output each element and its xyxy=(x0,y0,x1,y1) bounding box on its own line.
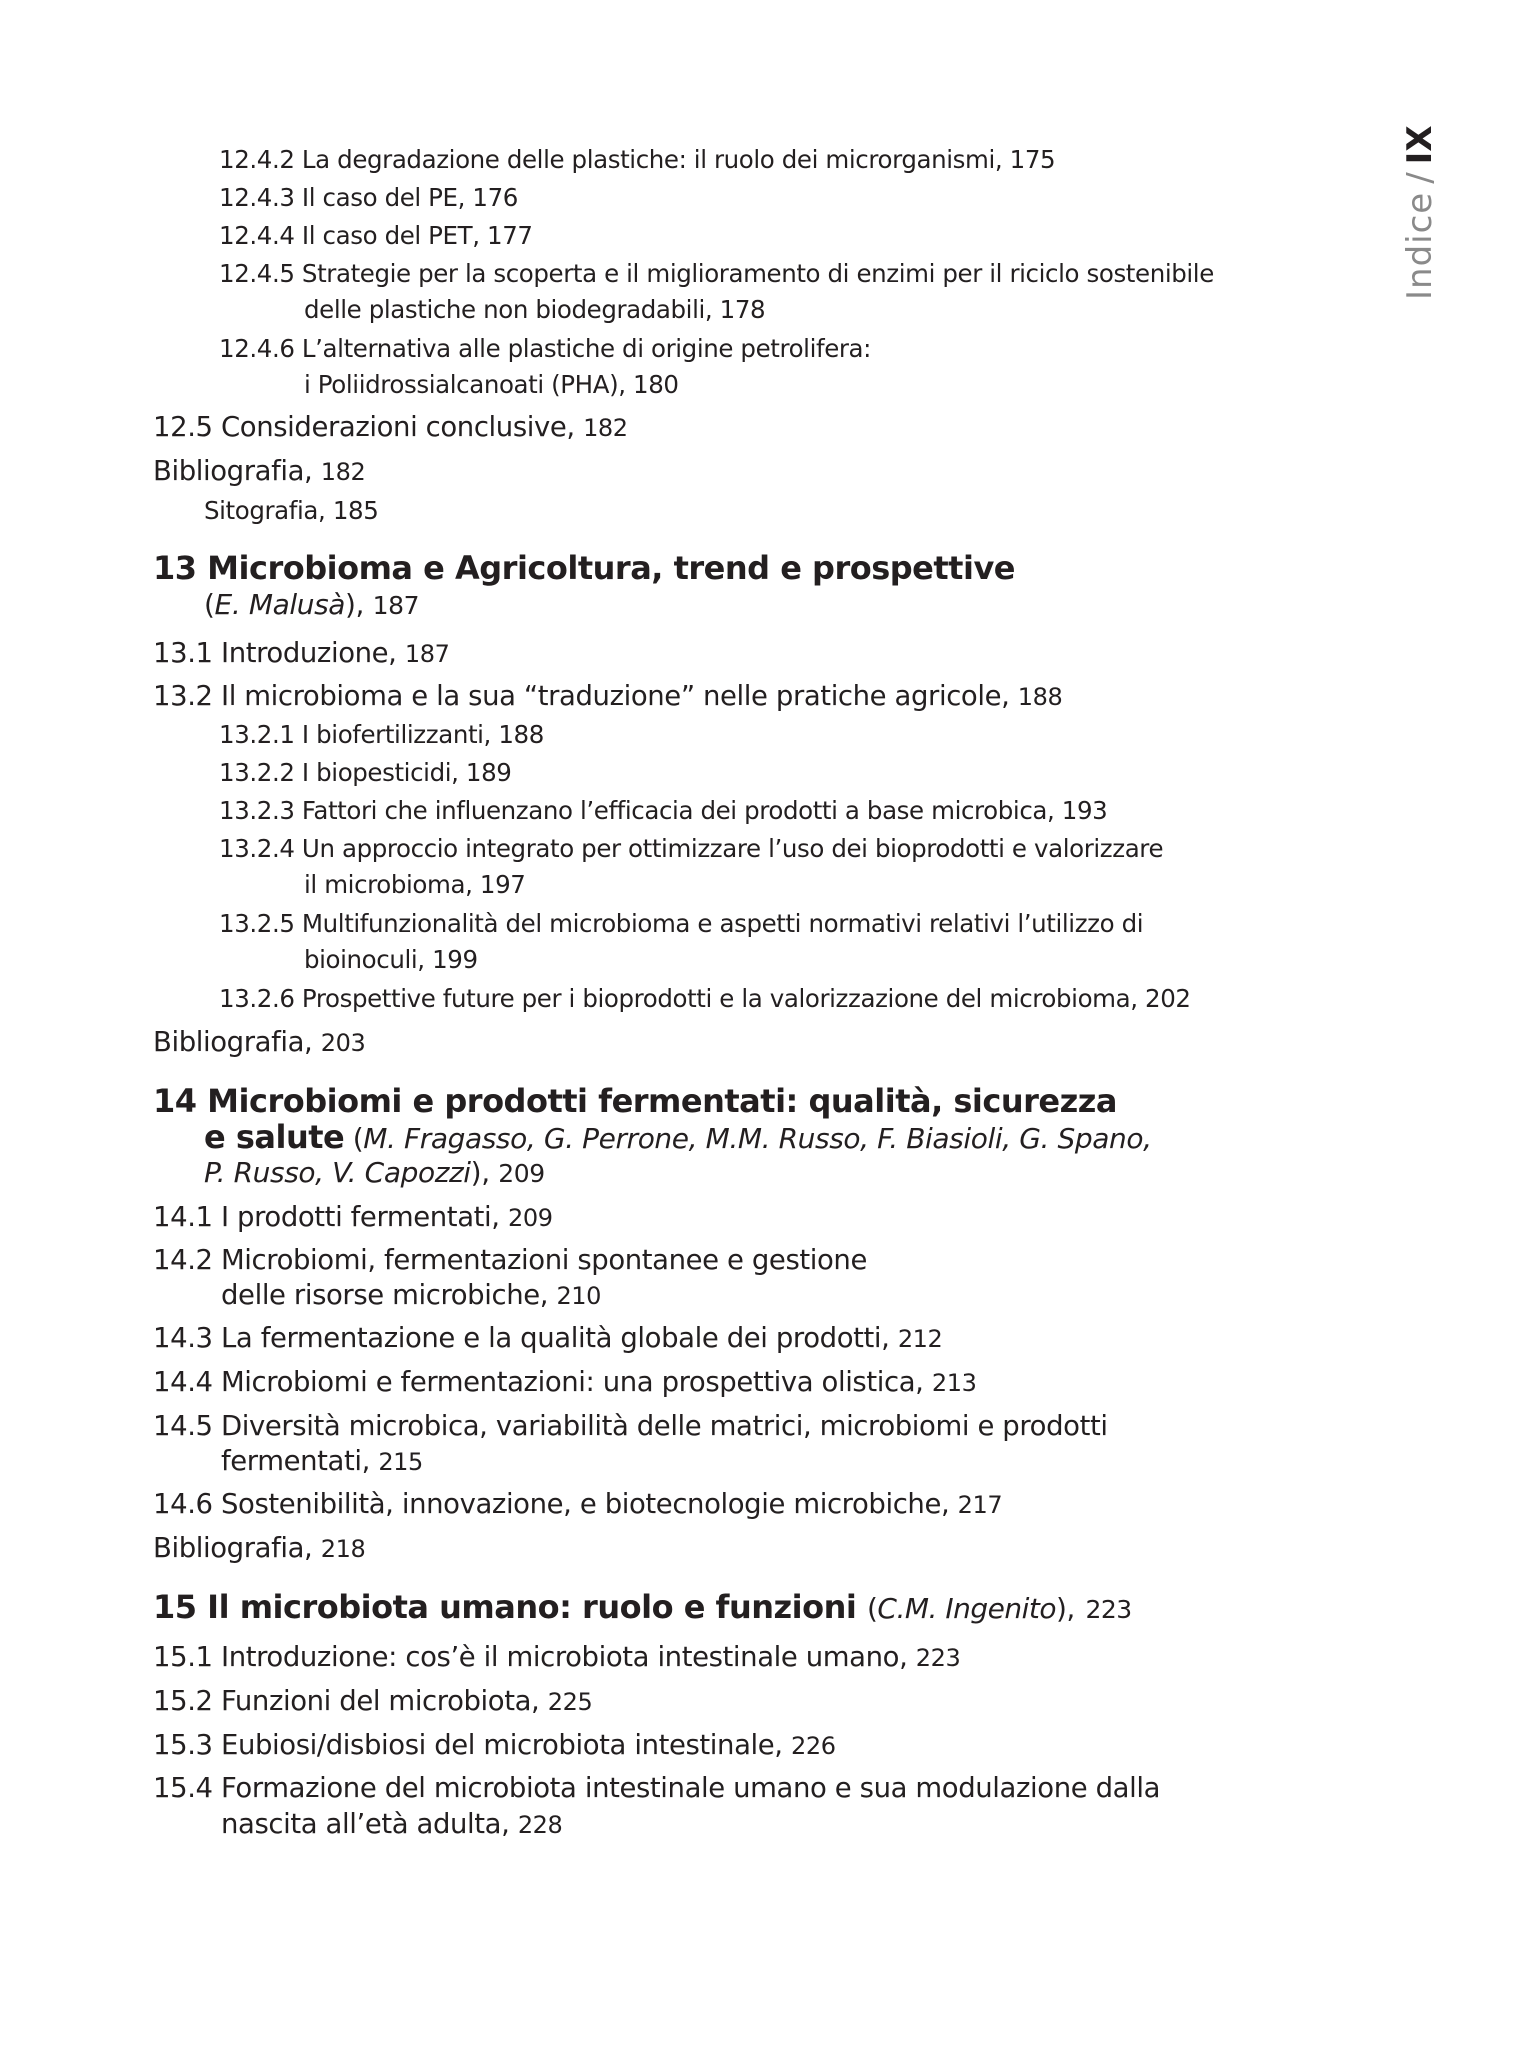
toc-entry-12-4-6 xyxy=(219,334,871,363)
chapter-14-title-line-2 xyxy=(204,1118,1152,1156)
toc-entry-13-2-5-cont xyxy=(304,945,478,974)
entry-page: 175 xyxy=(1009,145,1056,174)
entry-number: 12.4.6 xyxy=(219,334,295,363)
entry-page: 188 xyxy=(1017,683,1063,711)
toc-entry-13-2-5 xyxy=(219,909,1143,938)
entry-page: 182 xyxy=(583,414,628,442)
entry-page: 223 xyxy=(1085,1595,1132,1624)
chapter-13-author-line xyxy=(204,588,419,621)
entry-page: 193 xyxy=(1061,796,1108,825)
entry-title: Sostenibilità, innovazione, e biotecnologie microbiche, xyxy=(220,1488,950,1520)
toc-entry-15-4-cont xyxy=(221,1808,562,1840)
entry-number: 15.4 xyxy=(153,1772,213,1804)
entry-title: Formazione del microbiota intestinale umano e sua modulazione dalla xyxy=(220,1772,1161,1804)
entry-page: 187 xyxy=(372,591,420,620)
entry-page: 223 xyxy=(915,1644,961,1672)
toc-entry-bibliografia xyxy=(153,1532,365,1564)
entry-number: 13.2.1 xyxy=(219,720,295,749)
entry-title: La degradazione delle plastiche: il ruolo dei microrganismi, xyxy=(301,145,1003,174)
entry-title: Il caso del PET, xyxy=(301,221,480,250)
entry-title-cont: delle risorse microbiche, xyxy=(221,1279,549,1311)
entry-title: Eubiosi/disbiosi del microbiota intestinale, xyxy=(220,1729,783,1761)
paren-close: ), xyxy=(1055,1592,1075,1625)
running-head-separator: / xyxy=(1400,172,1440,184)
entry-number: 13.2.5 xyxy=(219,909,295,938)
entry-title: Un approccio integrato per ottimizzare l’uso dei bioprodotti e valorizzare xyxy=(301,834,1164,863)
entry-page: 202 xyxy=(1145,984,1191,1013)
entry-number: 14.1 xyxy=(153,1201,213,1233)
toc-entry-13-2 xyxy=(153,680,1062,712)
toc-entry-12-4-4 xyxy=(219,221,533,250)
entry-title: I prodotti fermentati, xyxy=(220,1201,500,1233)
entry-title: Microbiomi e fermentazioni: una prospettiva olistica, xyxy=(220,1366,924,1398)
entry-title: Strategie per la scoperta e il miglioramento di enzimi per il riciclo sostenibile xyxy=(301,259,1214,288)
entry-title: I biopesticidi, xyxy=(301,758,459,787)
entry-number: 13.2 xyxy=(153,680,213,712)
entry-number: 15.1 xyxy=(153,1641,213,1673)
entry-number: 12.4.5 xyxy=(219,259,295,288)
entry-page: 212 xyxy=(897,1325,943,1353)
toc-entry-15-3 xyxy=(153,1729,836,1761)
entry-page: 209 xyxy=(507,1204,553,1232)
entry-number: 13.2.3 xyxy=(219,796,295,825)
toc-entry-13-2-3 xyxy=(219,796,1107,825)
toc-entry-12-4-5 xyxy=(219,259,1214,288)
entry-page: 217 xyxy=(957,1491,1003,1519)
toc-entry-bibliografia xyxy=(153,455,365,487)
chapter-author: C.M. Ingenito xyxy=(877,1592,1056,1625)
chapter-13-title: 13 Microbioma e Agricoltura, trend e prospettive xyxy=(153,549,1015,587)
entry-title-cont: il microbioma, xyxy=(304,870,473,899)
chapter-title: 15 Il microbiota umano: ruolo e funzioni xyxy=(153,1588,857,1626)
entry-title: Microbiomi, fermentazioni spontanee e gestione xyxy=(220,1244,867,1276)
toc-entry-14-1 xyxy=(153,1201,553,1233)
entry-title: Bibliografia, xyxy=(153,455,313,487)
entry-title: Bibliografia, xyxy=(153,1532,313,1564)
toc-entry-15-2 xyxy=(153,1685,592,1717)
entry-number: 12.4.3 xyxy=(219,183,295,212)
chapter-14-author-line xyxy=(204,1156,545,1189)
entry-number: 13.1 xyxy=(153,637,213,669)
page-number: IX xyxy=(1400,125,1440,165)
toc-entry-12-4-3 xyxy=(219,183,518,212)
toc-entry-13-2-1 xyxy=(219,720,544,749)
entry-title: Fattori che influenzano l’efficacia dei prodotti a base microbica, xyxy=(301,796,1055,825)
toc-entry-14-4 xyxy=(153,1366,976,1398)
entry-page: 215 xyxy=(378,1448,423,1476)
toc-entry-12-4-5-cont xyxy=(304,295,765,324)
toc-entry-14-2-cont xyxy=(221,1279,601,1311)
toc-entry-sitografia xyxy=(204,496,378,525)
entry-number: 12.4.2 xyxy=(219,145,295,174)
entry-page: 225 xyxy=(547,1688,593,1716)
entry-title: Il microbioma e la sua “traduzione” nelle pratiche agricole, xyxy=(220,680,1010,712)
toc-entry-12-4-6-cont xyxy=(304,370,679,399)
paren-open: ( xyxy=(352,1122,364,1155)
toc-entry-13-2-4 xyxy=(219,834,1163,863)
chapter-authors: M. Fragasso, G. Perrone, M.M. Russo, F. Biasioli, G. Spano, xyxy=(363,1122,1152,1155)
entry-title: Diversità microbica, variabilità delle matrici, microbiomi e prodotti xyxy=(220,1410,1108,1442)
toc-entry-13-2-4-cont xyxy=(304,870,525,899)
chapter-authors-cont: P. Russo, V. Capozzi xyxy=(204,1156,471,1189)
entry-page: 176 xyxy=(472,183,518,212)
toc-entry-12-4-2 xyxy=(219,145,1055,174)
entry-page: 189 xyxy=(465,758,512,787)
entry-title-cont: bioinoculi, xyxy=(304,945,425,974)
toc-entry-14-2 xyxy=(153,1244,867,1276)
entry-page: 180 xyxy=(633,370,679,399)
toc-entry-bibliografia xyxy=(153,1026,365,1058)
entry-number: 14.6 xyxy=(153,1488,213,1520)
entry-title: Funzioni del microbiota, xyxy=(220,1685,540,1717)
toc-entry-12-5 xyxy=(153,411,628,443)
entry-number: 14.3 xyxy=(153,1322,213,1354)
entry-title: Prospettive future per i bioprodotti e la valorizzazione del microbioma, xyxy=(301,984,1138,1013)
entry-title: Bibliografia, xyxy=(153,1026,313,1058)
paren-open: ( xyxy=(866,1592,878,1625)
toc-entry-15-4 xyxy=(153,1772,1160,1804)
entry-number: 14.2 xyxy=(153,1244,213,1276)
entry-number: 12.5 xyxy=(153,411,213,443)
entry-title: Introduzione: cos’è il microbiota intestinale umano, xyxy=(220,1641,908,1673)
entry-title: Sitografia, xyxy=(204,496,326,525)
entry-number: 13.2.6 xyxy=(219,984,295,1013)
entry-page: 178 xyxy=(719,295,766,324)
entry-page: 218 xyxy=(320,1535,366,1563)
entry-title: L’alternativa alle plastiche di origine petrolifera: xyxy=(301,334,872,363)
toc-entry-13-2-6 xyxy=(219,984,1191,1013)
chapter-author: E. Malusà xyxy=(214,588,346,621)
entry-number: 14.5 xyxy=(153,1410,213,1442)
chapter-15-title-line xyxy=(153,1588,1132,1626)
entry-number: 14.4 xyxy=(153,1366,213,1398)
paren-open: ( xyxy=(204,588,215,621)
entry-page: 185 xyxy=(332,496,379,525)
entry-title: I biofertilizzanti, xyxy=(301,720,491,749)
entry-number: 15.3 xyxy=(153,1729,213,1761)
entry-title-cont: fermentati, xyxy=(221,1445,370,1477)
running-head-section: Indice xyxy=(1400,191,1440,300)
entry-number: 13.2.4 xyxy=(219,834,295,863)
entry-title-cont: nascita all’età adulta, xyxy=(221,1808,510,1840)
toc-entry-15-1 xyxy=(153,1641,960,1673)
toc-entry-13-2-2 xyxy=(219,758,511,787)
entry-page: 228 xyxy=(517,1811,563,1839)
entry-title: Introduzione, xyxy=(220,637,397,669)
chapter-title-cont: e salute xyxy=(204,1118,345,1156)
entry-page: 197 xyxy=(479,870,526,899)
paren-close: ), xyxy=(470,1156,490,1189)
toc-entry-14-5 xyxy=(153,1410,1108,1442)
toc-entry-14-5-cont xyxy=(221,1445,423,1477)
entry-page: 209 xyxy=(498,1159,545,1188)
toc-entry-13-1 xyxy=(153,637,449,669)
paren-close: ), xyxy=(345,588,365,621)
toc-entry-14-3 xyxy=(153,1322,942,1354)
entry-page: 210 xyxy=(556,1282,602,1310)
entry-page: 188 xyxy=(498,720,544,749)
entry-title: La fermentazione e la qualità globale dei prodotti, xyxy=(220,1322,890,1354)
entry-title-cont: i Poliidrossialcanoati (PHA), xyxy=(304,370,626,399)
entry-title-cont: delle plastiche non biodegradabili, xyxy=(304,295,713,324)
entry-page: 203 xyxy=(320,1029,366,1057)
entry-title: Il caso del PE, xyxy=(301,183,466,212)
entry-page: 187 xyxy=(404,640,450,668)
entry-page: 199 xyxy=(432,945,478,974)
entry-number: 12.4.4 xyxy=(219,221,295,250)
entry-page: 177 xyxy=(487,221,533,250)
entry-page: 226 xyxy=(790,1732,836,1760)
entry-number: 15.2 xyxy=(153,1685,213,1717)
entry-page: 213 xyxy=(931,1369,977,1397)
entry-page: 182 xyxy=(320,458,366,486)
chapter-14-title: 14 Microbiomi e prodotti fermentati: qualità, sicurezza xyxy=(153,1082,1117,1120)
entry-title: Multifunzionalità del microbioma e aspetti normativi relativi l’utilizzo di xyxy=(301,909,1144,938)
toc-entry-14-6 xyxy=(153,1488,1002,1520)
entry-title: Considerazioni conclusive, xyxy=(220,411,575,443)
entry-number: 13.2.2 xyxy=(219,758,295,787)
